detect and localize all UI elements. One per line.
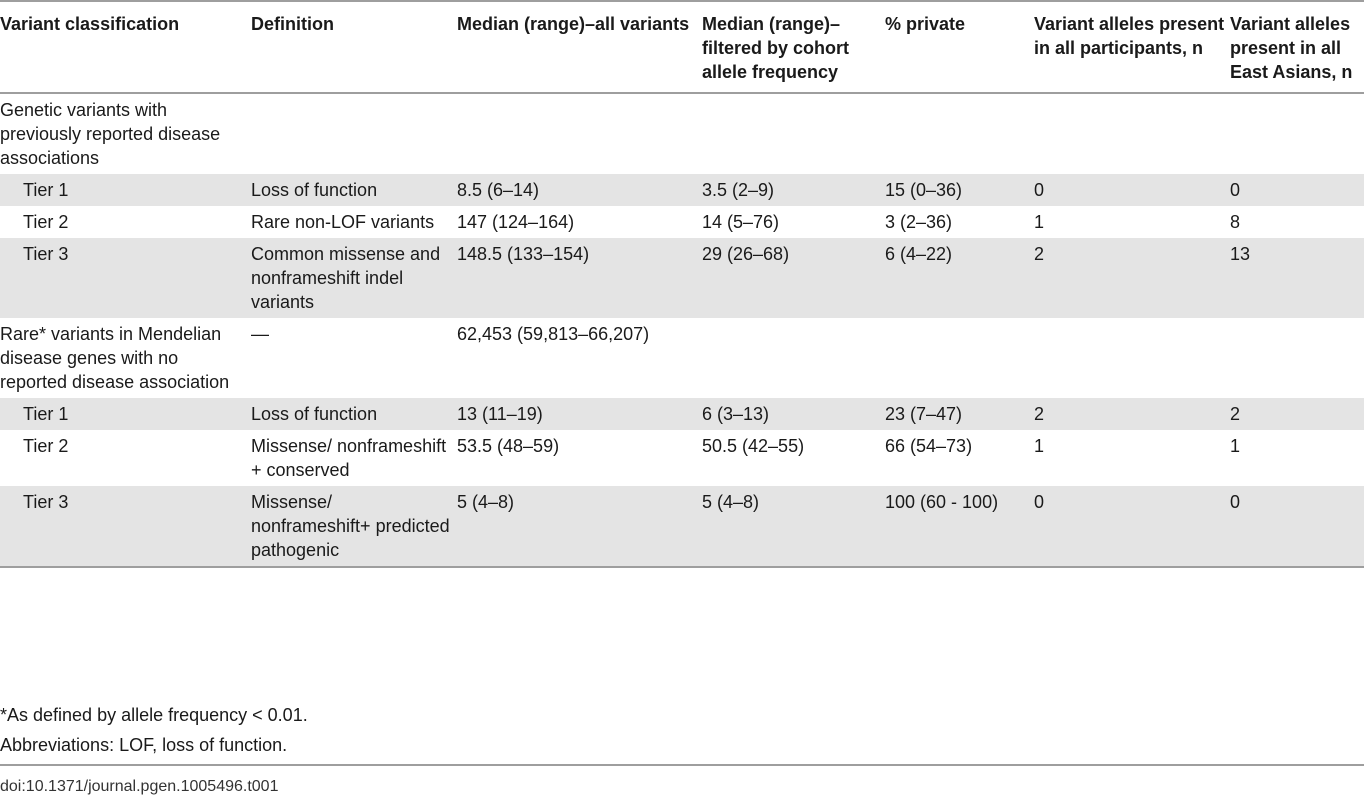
doi-divider	[0, 764, 1364, 766]
table-cell	[1230, 318, 1364, 398]
table-cell: 0	[1034, 486, 1230, 567]
table-cell: 100 (60 - 100)	[885, 486, 1034, 567]
table-cell: 5 (4–8)	[702, 486, 885, 567]
table-cell	[251, 93, 457, 174]
table-cell: 148.5 (133–154)	[457, 238, 702, 318]
table-cell: Missense/ nonframeshift+ predicted pathogenic	[251, 486, 457, 567]
table-cell: 13 (11–19)	[457, 398, 702, 430]
header-variant-classification: Variant classification	[0, 1, 251, 93]
table-cell	[457, 93, 702, 174]
tier-label: Tier 3	[0, 238, 251, 318]
table-cell	[885, 93, 1034, 174]
table-cell: 1	[1034, 206, 1230, 238]
table-cell: Loss of function	[251, 398, 457, 430]
table-cell: Missense/ nonframeshift + conserved	[251, 430, 457, 486]
table-cell: 53.5 (48–59)	[457, 430, 702, 486]
table-footnotes	[0, 700, 1364, 760]
table-cell: 1	[1230, 430, 1364, 486]
tier-label: Tier 2	[0, 206, 251, 238]
table-cell	[1230, 93, 1364, 174]
table-cell: 23 (7–47)	[885, 398, 1034, 430]
table-cell: 3 (2–36)	[885, 206, 1034, 238]
table-row	[0, 93, 1364, 174]
section-label: Rare* variants in Mendelian disease genes with no reported disease association	[0, 318, 251, 398]
table-cell	[702, 318, 885, 398]
table-row	[0, 486, 1364, 567]
table-row	[0, 430, 1364, 486]
table-cell: Loss of function	[251, 174, 457, 206]
table-cell: 3.5 (2–9)	[702, 174, 885, 206]
tier-label: Tier 3	[0, 486, 251, 567]
section-label: Genetic variants with previously reported disease associations	[0, 93, 251, 174]
table-cell: 14 (5–76)	[702, 206, 885, 238]
table-cell: 2	[1230, 398, 1364, 430]
table-cell: 2	[1034, 238, 1230, 318]
header-median-all: Median (range)–all variants	[457, 1, 702, 93]
table-cell: 29 (26–68)	[702, 238, 885, 318]
table-row	[0, 174, 1364, 206]
table-cell	[885, 318, 1034, 398]
table-cell: 0	[1034, 174, 1230, 206]
table-cell: 66 (54–73)	[885, 430, 1034, 486]
table-row	[0, 206, 1364, 238]
header-alleles-all-participants: Variant alleles present in all participants, n	[1034, 1, 1230, 93]
table-cell	[1034, 93, 1230, 174]
tier-label: Tier 1	[0, 398, 251, 430]
doi-citation: doi:10.1371/journal.pgen.1005496.t001	[0, 778, 279, 795]
table-cell: 62,453 (59,813–66,207)	[457, 318, 702, 398]
table-cell: 6 (3–13)	[702, 398, 885, 430]
table-row	[0, 238, 1364, 318]
table-cell: Common missense and nonframeshift indel variants	[251, 238, 457, 318]
table-cell: Rare non-LOF variants	[251, 206, 457, 238]
table-cell: 0	[1230, 486, 1364, 567]
table-cell: 147 (124–164)	[457, 206, 702, 238]
table-cell	[1034, 318, 1230, 398]
header-percent-private: % private	[885, 1, 1034, 93]
table-row	[0, 318, 1364, 398]
table-cell: 1	[1034, 430, 1230, 486]
header-alleles-east-asians: Variant alleles present in all East Asians, n	[1230, 1, 1364, 93]
header-definition: Definition	[251, 1, 457, 93]
table-cell: 50.5 (42–55)	[702, 430, 885, 486]
header-median-filtered: Median (range)–filtered by cohort allele frequency	[702, 1, 885, 93]
footnote-abbreviations: Abbreviations: LOF, loss of function.	[0, 735, 288, 755]
table-cell: 13	[1230, 238, 1364, 318]
table-header-row	[0, 1, 1364, 93]
footnote-rare-definition: *As defined by allele frequency < 0.01.	[0, 705, 308, 725]
table-cell: —	[251, 318, 457, 398]
table-cell: 0	[1230, 174, 1364, 206]
table-cell: 5 (4–8)	[457, 486, 702, 567]
table-cell: 15 (0–36)	[885, 174, 1034, 206]
tier-label: Tier 2	[0, 430, 251, 486]
table-cell	[702, 93, 885, 174]
table-cell: 6 (4–22)	[885, 238, 1034, 318]
table-cell: 8.5 (6–14)	[457, 174, 702, 206]
table-cell: 2	[1034, 398, 1230, 430]
table-cell: 8	[1230, 206, 1364, 238]
tier-label: Tier 1	[0, 174, 251, 206]
table-row	[0, 398, 1364, 430]
